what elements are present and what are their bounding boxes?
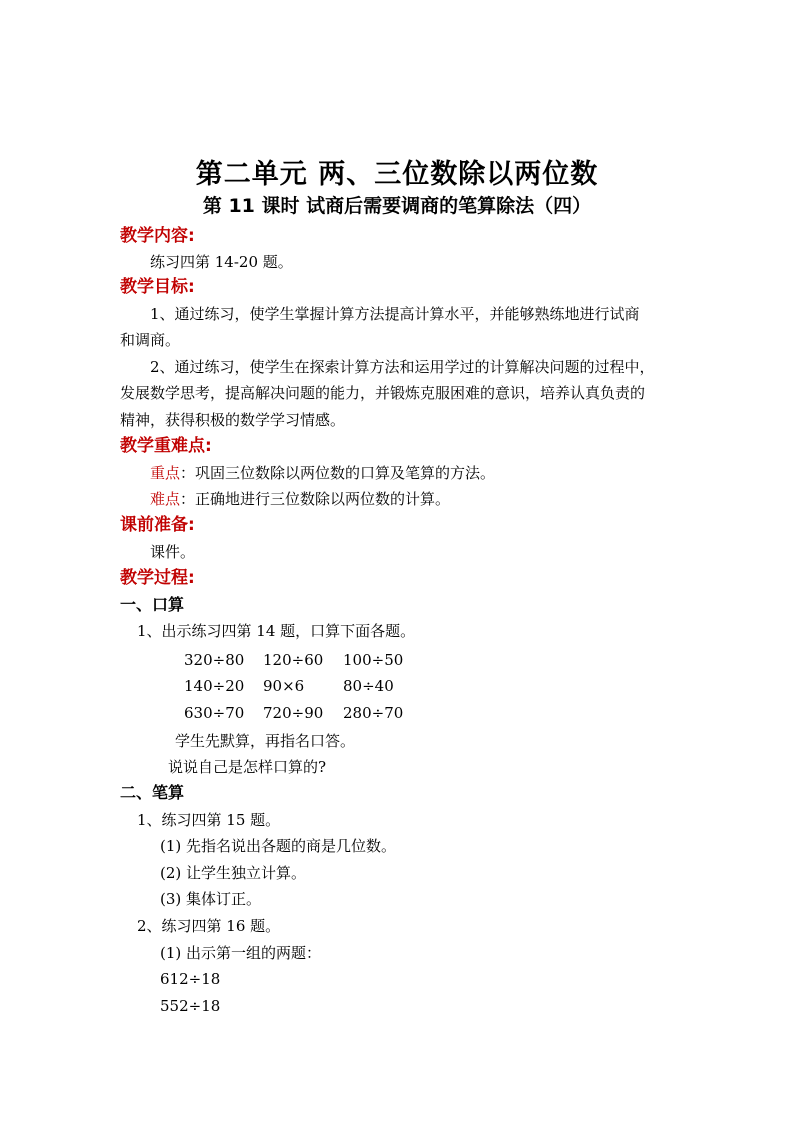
- goal1-line1: 1、通过练习，使学生掌握计算方法提高计算水平，并能够熟练地进行试商: [150, 305, 640, 323]
- page-title: 第二单元 两、三位数除以两位数: [195, 159, 599, 190]
- goal2-line3: 精神，获得积极的数学学习情感。: [120, 411, 346, 429]
- s2-item2: 2、练习四第 16 题。: [137, 917, 281, 935]
- calc-item: 90×6: [263, 677, 305, 695]
- difficult-text: ：正确地进行三位数除以两位数的计算。: [180, 490, 451, 508]
- s2-item1-b: (2) 让学生独立计算。: [160, 864, 307, 882]
- key-point: [150, 460, 710, 486]
- goal2-line2: 发展数学思考，提高解决问题的能力，并锻炼克服困难的意识，培养认真负责的: [120, 384, 646, 402]
- section1-heading: 一、口算: [120, 595, 185, 614]
- s2-item1-c: (3) 集体订正。: [160, 890, 262, 908]
- keypoints-heading: 教学重难点:: [120, 436, 212, 456]
- calc-item: 120÷60: [263, 651, 324, 669]
- process-heading: 教学过程:: [120, 568, 195, 588]
- key-label: 重点: [150, 464, 181, 482]
- section2-heading: 二、笔算: [120, 783, 185, 802]
- prep-heading: 课前准备:: [120, 515, 195, 535]
- content-text: 练习四第 14-20 题。: [150, 253, 293, 271]
- calc-item: 320÷80: [184, 651, 245, 669]
- calc-item: 720÷90: [263, 704, 324, 722]
- s2-calc2: 552÷18: [160, 997, 221, 1015]
- key-text: ：巩固三位数除以两位数的口算及笔算的方法。: [180, 464, 496, 482]
- goal1-line2: 和调商。: [120, 331, 181, 349]
- lesson-subtitle: 第 11 课时 试商后需要调商的笔算除法（四）: [202, 195, 592, 217]
- calc-item: 280÷70: [343, 704, 404, 722]
- goals-heading: 教学目标:: [120, 277, 195, 297]
- difficult-point: [150, 486, 710, 512]
- s2-item1: 1、练习四第 15 题。: [137, 811, 281, 829]
- s1-note1: 学生先默算，再指名口答。: [175, 732, 356, 750]
- calc-item: 80÷40: [343, 677, 394, 695]
- s2-item2-a: (1) 出示第一组的两题：: [160, 944, 322, 962]
- s2-item1-a: (1) 先指名说出各题的商是几位数。: [160, 837, 397, 855]
- goal2-line1: 2、通过练习，使学生在探索计算方法和运用学过的计算解决问题的过程中，: [150, 358, 655, 376]
- s1-item1: 1、出示练习四第 14 题，口算下面各题。: [137, 622, 416, 640]
- calc-item: 100÷50: [343, 651, 404, 669]
- calc-item: 630÷70: [184, 704, 245, 722]
- content-heading: 教学内容:: [120, 226, 195, 246]
- prep-text: 课件。: [150, 543, 196, 561]
- s2-calc1: 612÷18: [160, 970, 221, 988]
- difficult-label: 难点: [150, 490, 181, 508]
- s1-note2: 说说自己是怎样口算的?: [168, 758, 327, 776]
- calc-item: 140÷20: [184, 677, 245, 695]
